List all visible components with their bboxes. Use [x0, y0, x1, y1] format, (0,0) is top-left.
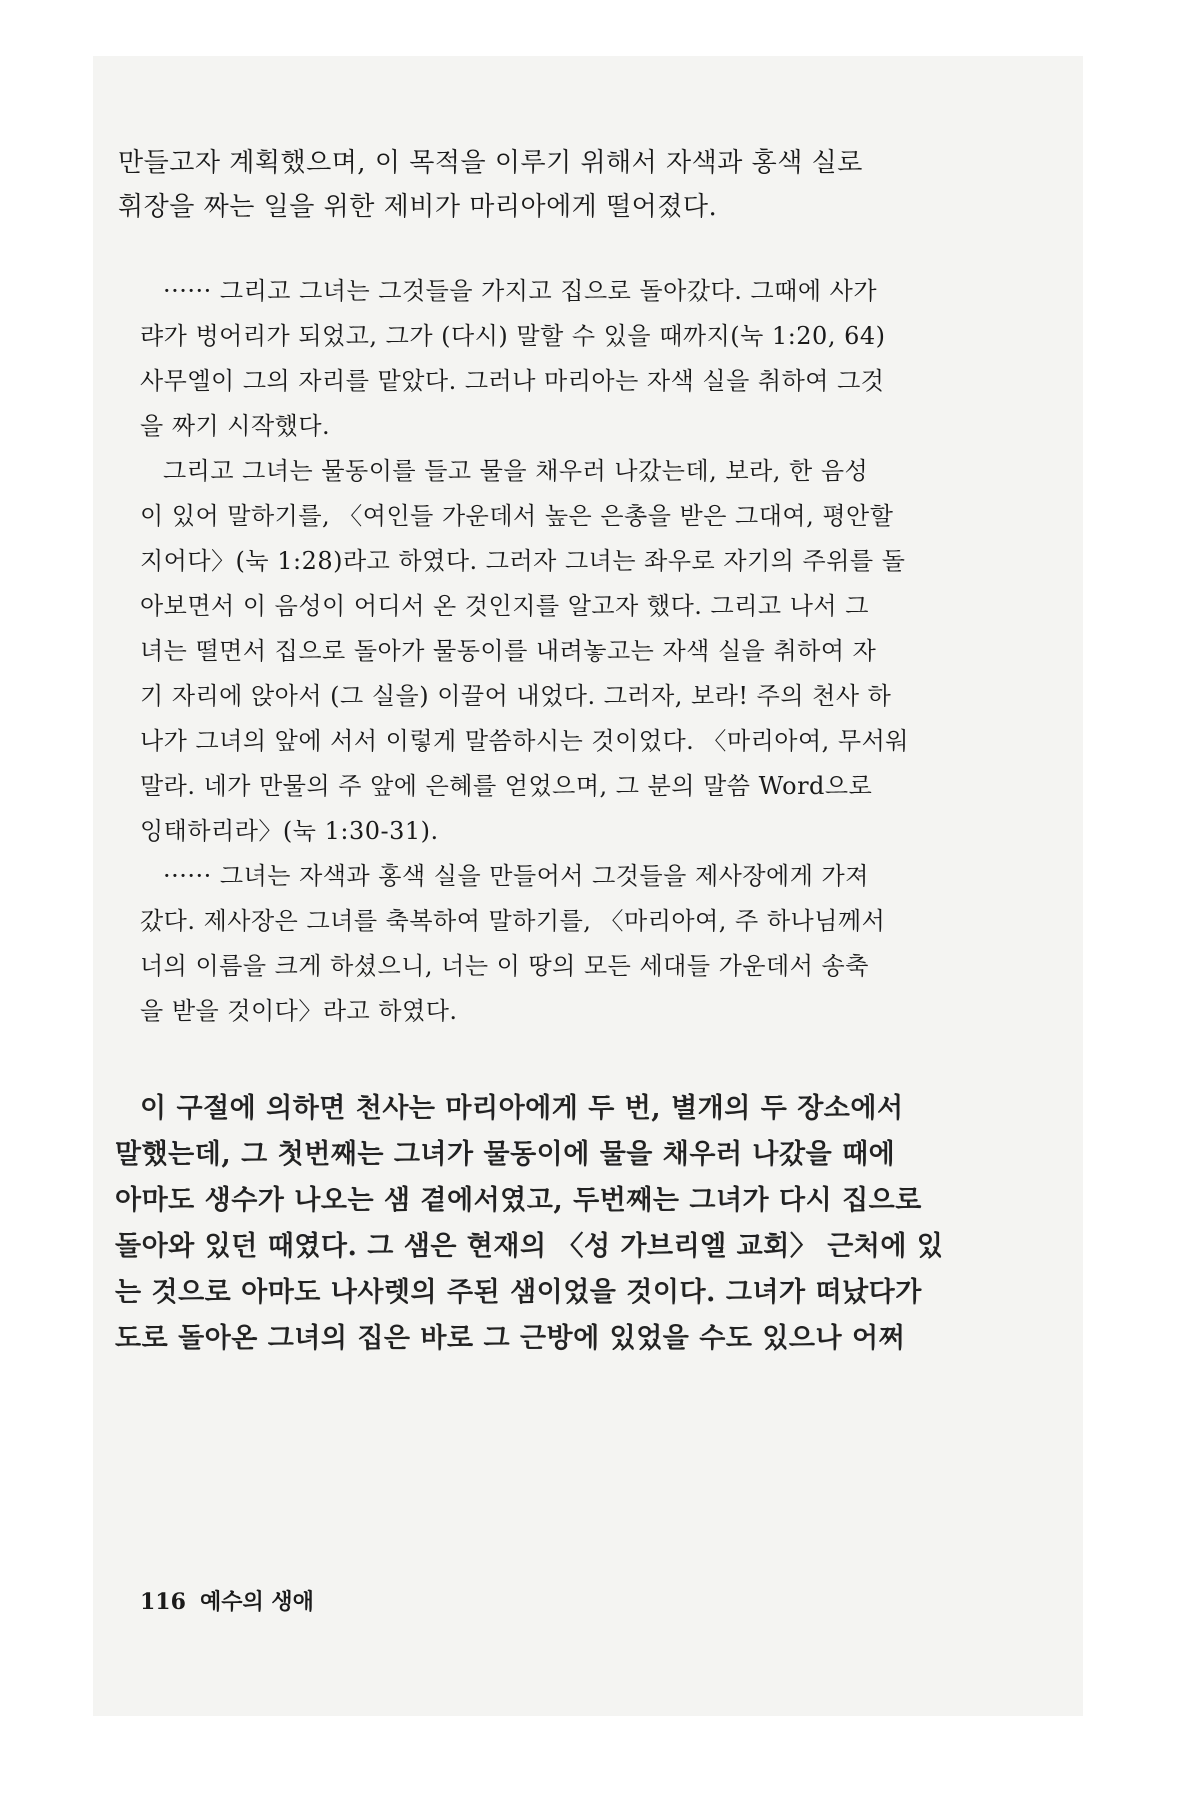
- quote-line: 지어다〉(눅 1:28)라고 하였다. 그러자 그녀는 좌우로 자기의 주위를 돌: [140, 547, 906, 575]
- body-line: 는 것으로 아마도 나사렛의 주된 샘이었을 것이다. 그녀가 떠났다가: [115, 1277, 922, 1308]
- body-line: 이 구절에 의하면 천사는 마리아에게 두 번, 별개의 두 장소에서: [140, 1093, 904, 1124]
- quote-line: 잉태하리라〉(눅 1:30-31).: [140, 817, 439, 845]
- intro-line: 휘장을 짜는 일을 위한 제비가 마리아에게 떨어졌다.: [118, 192, 718, 222]
- quote-line: 아보면서 이 음성이 어디서 온 것인지를 알고자 했다. 그리고 나서 그: [140, 592, 869, 620]
- body-line: 돌아와 있던 때였다. 그 샘은 현재의 〈성 가브리엘 교회〉 근처에 있: [115, 1231, 944, 1262]
- page-number: 116: [140, 1589, 186, 1615]
- body-line: 말했는데, 그 첫번째는 그녀가 물동이에 물을 채우러 나갔을 때에: [115, 1139, 896, 1170]
- quote-line: 이 있어 말하기를, 〈여인들 가운데서 높은 은총을 받은 그대여, 평안할: [140, 502, 894, 530]
- quote-line: 녀는 떨면서 집으로 돌아가 물동이를 내려놓고는 자색 실을 취하여 자: [140, 637, 877, 665]
- quote-line: 랴가 벙어리가 되었고, 그가 (다시) 말할 수 있을 때까지(눅 1:20, 64): [140, 322, 886, 350]
- running-title: 예수의 생애: [199, 1589, 314, 1615]
- quote-line: 사무엘이 그의 자리를 맡았다. 그러나 마리아는 자색 실을 취하여 그것: [140, 367, 885, 395]
- quote-line: 그리고 그녀는 물동이를 들고 물을 채우러 나갔는데, 보라, 한 음성: [163, 457, 869, 485]
- quote-line: 을 짜기 시작했다.: [140, 412, 331, 440]
- quote-line: 을 받을 것이다〉라고 하였다.: [140, 997, 458, 1025]
- quote-line: ······ 그리고 그녀는 그것들을 가지고 집으로 돌아갔다. 그때에 사가: [163, 277, 878, 305]
- quote-line: 너의 이름을 크게 하셨으니, 너는 이 땅의 모든 세대들 가운데서 송축: [140, 952, 869, 980]
- quote-line: 나가 그녀의 앞에 서서 이렇게 말씀하시는 것이었다. 〈마리아여, 무서워: [140, 727, 909, 755]
- quote-line: 기 자리에 앉아서 (그 실을) 이끌어 내었다. 그러자, 보라! 주의 천사 하: [140, 682, 892, 710]
- quote-line: 갔다. 제사장은 그녀를 축복하여 말하기를, 〈마리아여, 주 하나님께서: [140, 907, 886, 935]
- quote-line: ······ 그녀는 자색과 홍색 실을 만들어서 그것들을 제사장에게 가져: [163, 862, 869, 890]
- quote-line: 말라. 네가 만물의 주 앞에 은혜를 얻었으며, 그 분의 말씀 Word으로: [140, 772, 873, 800]
- body-line: 도로 돌아온 그녀의 집은 바로 그 근방에 있었을 수도 있으나 어쩌: [115, 1323, 906, 1354]
- page-footer: [140, 1585, 328, 1616]
- intro-line: 만들고자 계획했으며, 이 목적을 이루기 위해서 자색과 홍색 실로: [118, 148, 863, 178]
- book-page: [93, 56, 1083, 1716]
- body-line: 아마도 생수가 나오는 샘 곁에서였고, 두번째는 그녀가 다시 집으로: [115, 1185, 922, 1216]
